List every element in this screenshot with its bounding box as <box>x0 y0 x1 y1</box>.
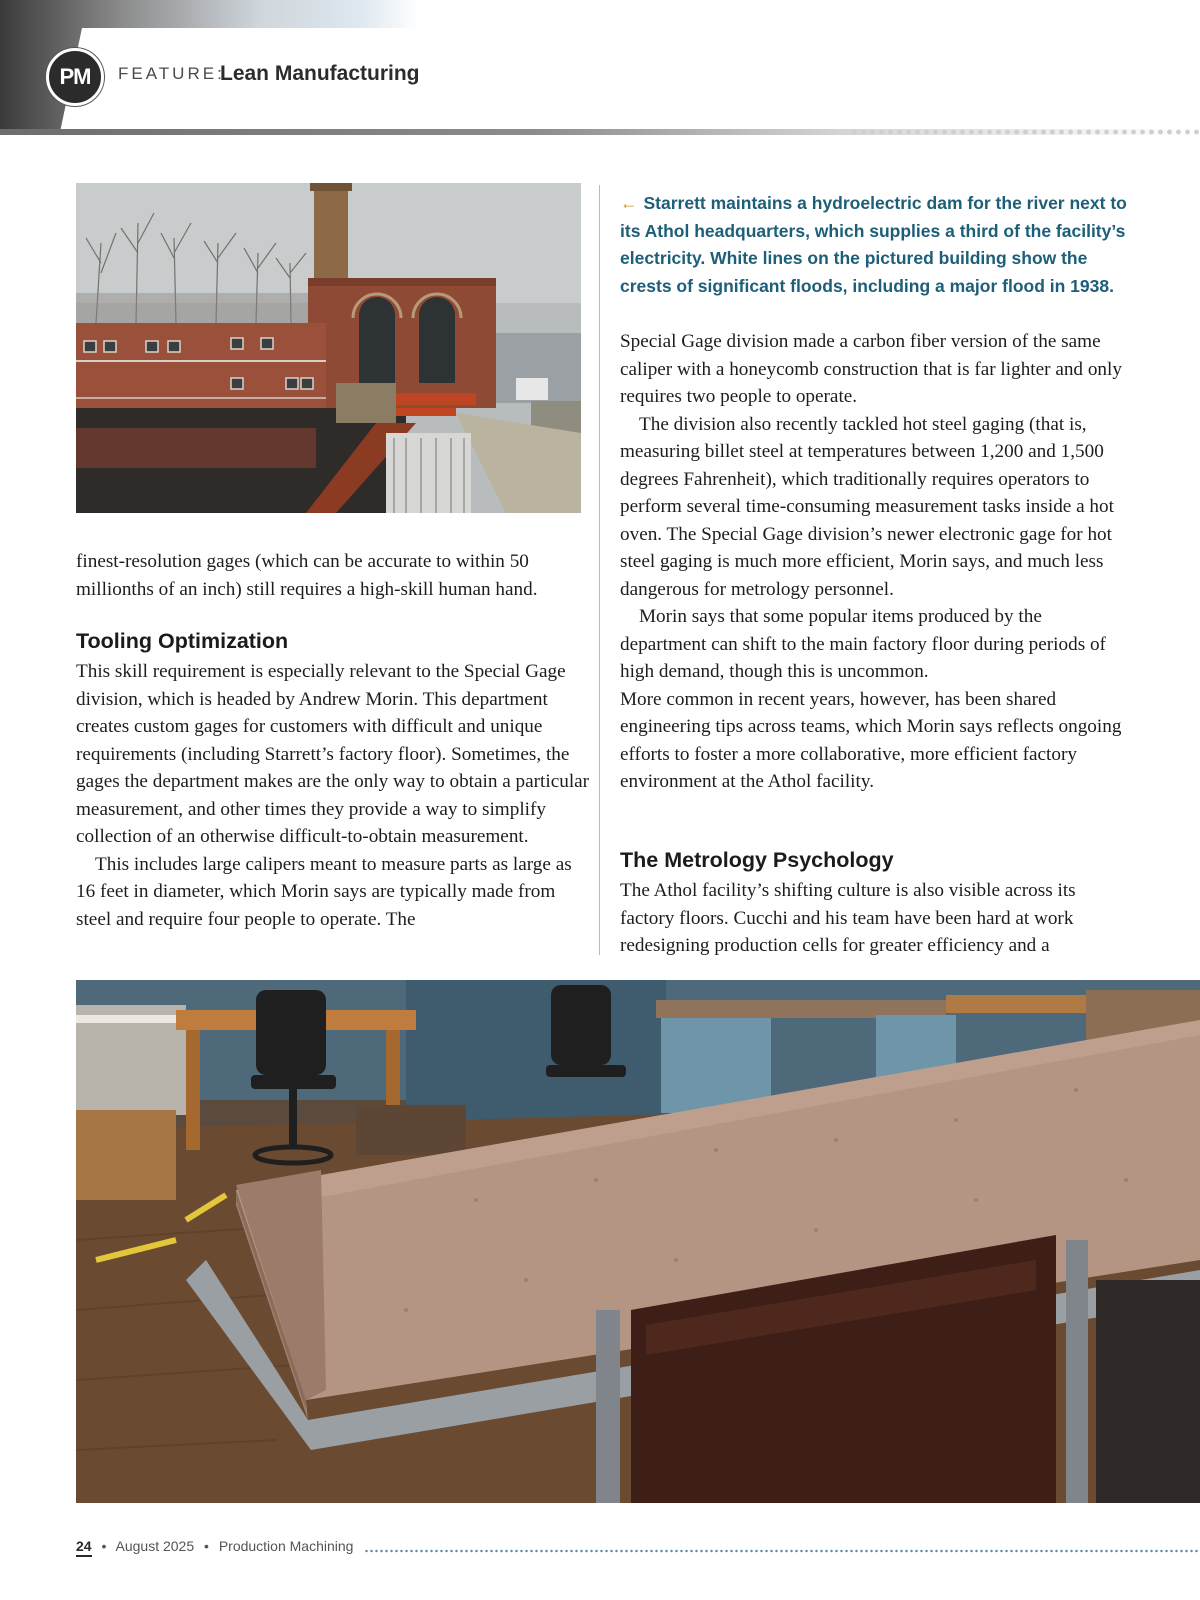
dam-building-photo <box>76 183 581 513</box>
granite-block-photo <box>76 980 1200 1503</box>
paragraph: This includes large calipers meant to measure parts as large as 16 feet in diameter, which Morin says are typically made from steel and require four people to operate. The <box>76 853 572 930</box>
heading-tooling-optimization: Tooling Optimization <box>76 629 289 653</box>
right-column-bottom <box>620 877 1132 960</box>
caption-text: Starrett maintains a hydroelectric dam for the river next to its Athol headquarters, which supplies a third of the facility’s electricity. White lines on the pictured building show the crests of significant floods, including a major flood in 1938. <box>620 193 1127 296</box>
right-column-body <box>620 328 1132 796</box>
footer-dots <box>364 1549 1200 1553</box>
left-arrow-icon: ← <box>620 193 638 213</box>
left-column-top <box>76 548 591 603</box>
footer-separator: • <box>101 1538 107 1554</box>
header-dots <box>850 129 1200 135</box>
paragraph: This skill requirement is especially relevant to the Special Gage division, which is headed by Andrew Morin. This department creates custom gages for customers with difficult and unique requirements (including Starrett’s factory floor). Sometimes, the gages the department makes are the only way to obtain a particular measurement, and other times they provide a way to simplify collection of an otherwise difficult-to-obtain measurement. <box>76 661 590 847</box>
section-title: Lean Manufacturing <box>220 62 420 85</box>
photo-caption <box>620 190 1130 300</box>
paragraph: More common in recent years, however, has been shared engineering tips across teams, which Morin says reflects ongoing efforts to foster a more collaborative, more efficient factory environment at the Athol facility. <box>620 688 1122 792</box>
publication-name: Production Machining <box>218 1538 354 1554</box>
paragraph: The division also recently tackled hot steel gaging (that is, measuring billet steel at temperatures between 1,200 and 1,500 degrees Fahrenheit), which traditionally requires operators to perform several time-consuming measurement tasks inside a hot oven. The Special Gage division’s newer electronic gage for hot steel gaging is much more efficient, Morin says, and much less dangerous for metrology personnel. <box>620 413 1114 600</box>
paragraph: Special Gage division made a carbon fiber version of the same caliper with a honeycomb construction that is far lighter and only requires two people to operate. <box>620 331 1122 407</box>
section-label: FEATURE: <box>118 64 225 83</box>
page-number: 24 <box>76 1538 92 1557</box>
column-divider <box>599 185 600 955</box>
heading-metrology-psychology: The Metrology Psychology <box>620 848 894 872</box>
left-column-body <box>76 658 591 933</box>
page-footer <box>76 1538 353 1554</box>
footer-separator: • <box>204 1538 209 1554</box>
pm-logo: PM <box>46 48 104 106</box>
issue-date: August 2025 <box>115 1538 195 1554</box>
paragraph: The Athol facility’s shifting culture is also visible across its factory floors. Cucchi and his team have been hard at work redesigning production cells for greater efficiency and a <box>620 880 1076 956</box>
paragraph: Morin says that some popular items produced by the department can shift to the main factory floor during periods of high demand, though this is uncommon. <box>620 606 1106 682</box>
paragraph: finest-resolution gages (which can be accurate to within 50 millionths of an inch) still requires a high-skill human hand. <box>76 551 538 600</box>
